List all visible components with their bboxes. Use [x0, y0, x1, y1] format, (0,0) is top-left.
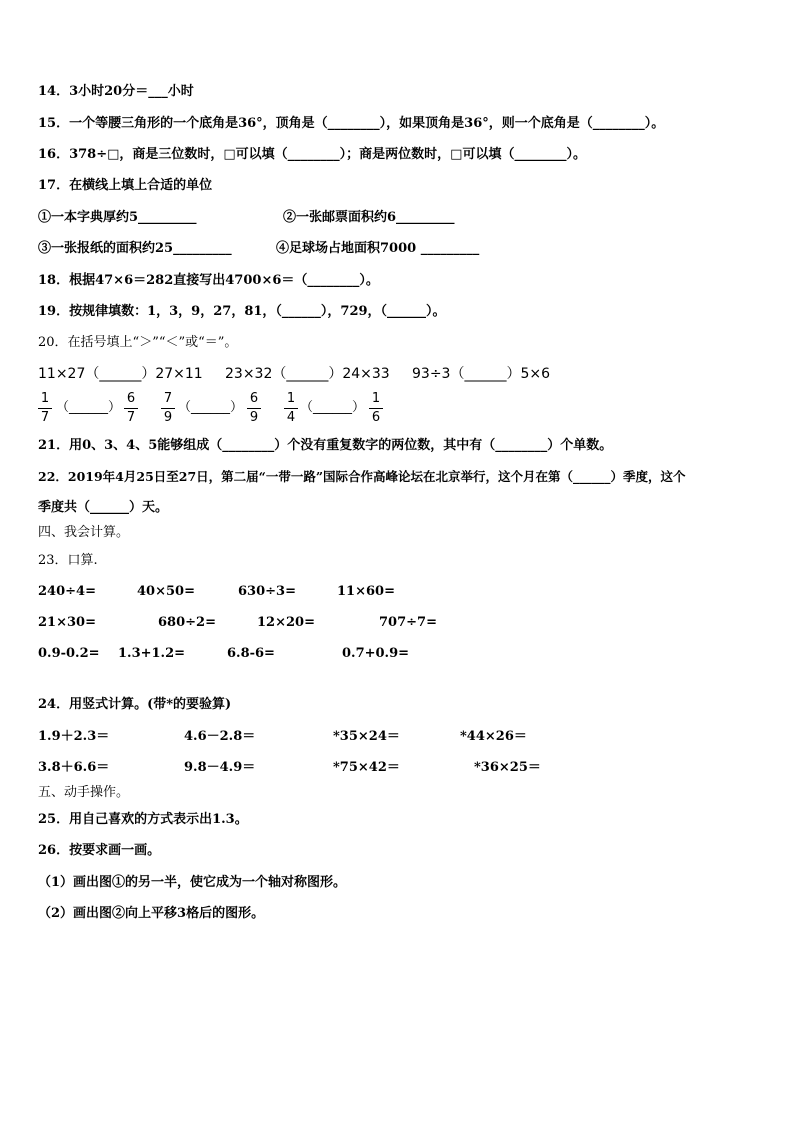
q17-item-4: ④足球场占地面积7000 _________: [276, 241, 480, 256]
vertical-calc: *36×25＝: [474, 760, 541, 775]
q20-compare-1: 11×27（______）27×11: [38, 366, 203, 382]
oral-calc: 240÷4=: [38, 584, 96, 599]
q20-frac-blank: （______）: [300, 400, 366, 415]
q17-item-1: ①一本字典厚约5_________: [38, 210, 197, 225]
oral-calc: 0.9-0.2=: [38, 646, 100, 661]
question-19: 19．按规律填数：1，3，9，27，81，（______），729，（______）。: [38, 304, 446, 319]
vertical-calc: *44×26＝: [460, 729, 527, 744]
oral-calc: 6.8-6=: [227, 646, 275, 661]
question-20: 20．在括号填上“＞”“＜”或“＝”。: [38, 335, 238, 350]
q20-frac-blank: （______）: [56, 400, 122, 415]
vertical-calc: 3.8＋6.6＝: [38, 760, 110, 775]
oral-calc: 630÷3=: [238, 584, 296, 599]
oral-calc: 680÷2=: [158, 615, 216, 630]
vertical-calc: 4.6－2.8＝: [184, 729, 256, 744]
question-23: 23．口算.: [38, 553, 98, 568]
question-21: 21．用0、3、4、5能够组成（________）个没有重复数字的两位数，其中有（________）个单数。: [38, 438, 613, 453]
fraction: 7 9: [161, 391, 175, 426]
q20-compare-3: 93÷3（______）5×6: [412, 366, 550, 382]
question-26: 26．按要求画一画。: [38, 843, 161, 858]
fraction: 6 7: [124, 391, 138, 426]
fraction: 6 9: [247, 391, 261, 426]
section-4-title: 四、我会计算。: [38, 525, 130, 540]
oral-calc: 40×50=: [137, 584, 195, 599]
q20-frac-blank: （______）: [178, 400, 244, 415]
section-5-title: 五、动手操作。: [38, 785, 130, 800]
vertical-calc: *35×24＝: [333, 729, 400, 744]
fraction: 1 4: [284, 391, 298, 426]
vertical-calc: 1.9＋2.3＝: [38, 729, 110, 744]
question-22: 22．2019年4月25日至27日，第二届“一带一路”国际合作高峰论坛在北京举行，这个月在第（______）季度，这个: [38, 469, 686, 484]
q17-item-3: ③一张报纸的面积约25_________: [38, 241, 232, 256]
oral-calc: 707÷7=: [379, 615, 437, 630]
oral-calc: 12×20=: [257, 615, 315, 630]
question-16: 16．378÷□，商是三位数时，□可以填（________）；商是两位数时，□可以填（________）。: [38, 147, 586, 162]
question-24: 24．用竖式计算。(带*的要验算): [38, 697, 232, 712]
question-22-cont: 季度共（______）天。: [38, 500, 169, 515]
question-26-part-1: （1）画出图①的另一半，使它成为一个轴对称图形。: [38, 875, 347, 890]
q20-compare-2: 23×32（______）24×33: [225, 366, 390, 382]
oral-calc: 0.7+0.9=: [342, 646, 410, 661]
vertical-calc: *75×42＝: [333, 760, 400, 775]
oral-calc: 1.3+1.2=: [118, 646, 186, 661]
question-26-part-2: （2）画出图②向上平移3格后的图形。: [38, 906, 265, 921]
oral-calc: 21×30=: [38, 615, 96, 630]
fraction: 1 6: [369, 391, 383, 426]
vertical-calc: 9.8－4.9＝: [184, 760, 256, 775]
question-18: 18．根据47×6＝282直接写出4700×6＝（________）。: [38, 273, 379, 288]
q17-item-2: ②一张邮票面积约6_________: [283, 210, 455, 225]
question-15: 15．一个等腰三角形的一个底角是36°，顶角是（________），如果顶角是36°，则一个底角是（________）。: [38, 116, 665, 131]
fraction: 1 7: [38, 391, 52, 426]
oral-calc: 11×60=: [337, 584, 395, 599]
question-25: 25．用自己喜欢的方式表示出1.3。: [38, 812, 248, 827]
question-14: 14．3小时20分＝___小时: [38, 84, 194, 99]
question-17: 17．在横线上填上合适的单位: [38, 178, 213, 193]
